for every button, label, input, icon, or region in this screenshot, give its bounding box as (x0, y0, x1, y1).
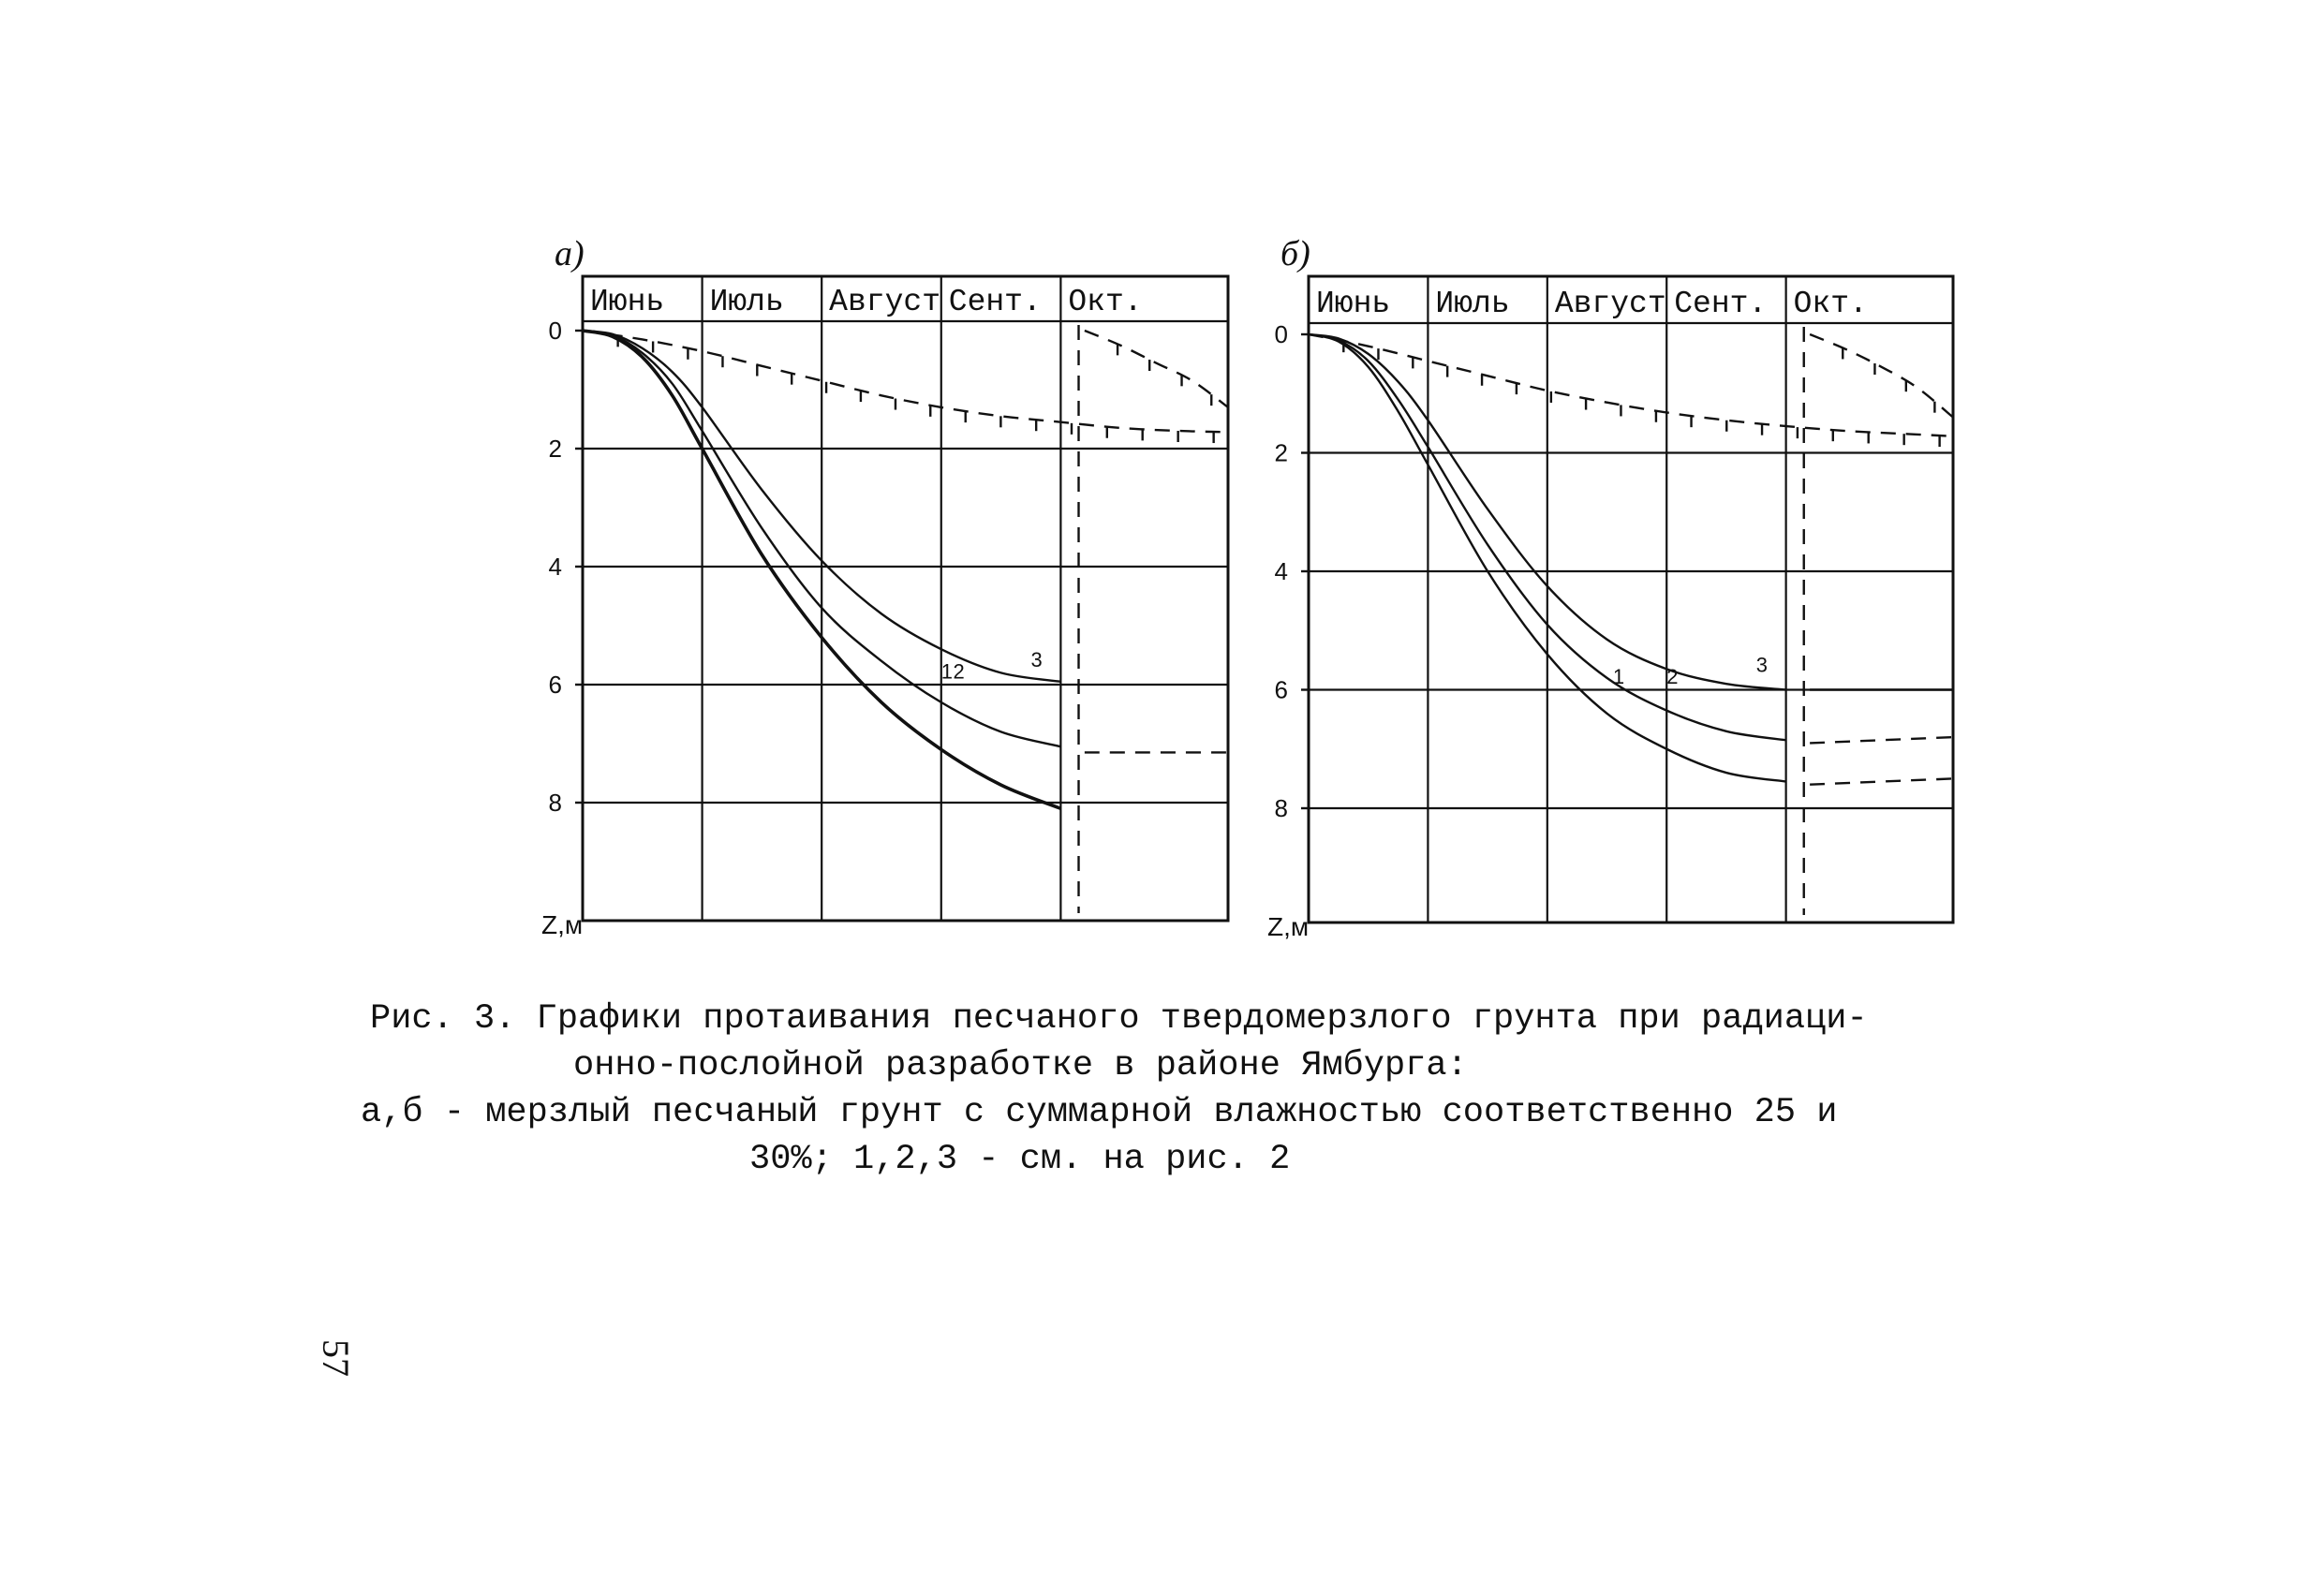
caption-line-1: Рис. 3. Графики протаивания песчаного твердомерзлого грунта при радиаци- (370, 999, 1868, 1039)
curve-number-label: 2 (1666, 665, 1679, 689)
series-line-4 (1085, 331, 1228, 407)
series-line-5 (1810, 737, 1953, 743)
series-line-3 (583, 331, 1228, 432)
month-label: Сент. (1674, 287, 1768, 321)
panel-label: б) (1280, 234, 1310, 273)
y-tick-label: 0 (548, 317, 562, 345)
chart-panel-b (1267, 234, 1953, 941)
y-axis-unit-label: Z,м (541, 910, 584, 939)
curve-number-label: 3 (1030, 648, 1043, 672)
plot-frame (1309, 276, 1953, 922)
curve-number-label: 1 (1612, 665, 1625, 689)
y-tick-label: 8 (1274, 794, 1288, 822)
month-label: Июль (1435, 287, 1510, 321)
month-label: Окт. (1793, 287, 1868, 321)
y-tick-label: 2 (1274, 438, 1288, 467)
y-tick-label: 0 (1274, 320, 1288, 348)
month-label: Июнь (590, 285, 665, 319)
y-tick-label: 4 (548, 553, 562, 581)
series-line-3 (1309, 334, 1953, 436)
y-tick-label: 6 (1274, 675, 1288, 704)
chart-panel-a (541, 234, 1228, 939)
y-axis-unit-label: Z,м (1267, 912, 1310, 941)
curve-number-label: 1 (940, 659, 954, 684)
month-label: Август (829, 285, 941, 319)
caption-line-2: онно-послойной разработке в районе Ямбурга: (573, 1046, 1468, 1085)
series-line-6 (1810, 778, 1953, 784)
month-label: Июнь (1316, 287, 1391, 321)
curve-number-label: 2 (953, 659, 965, 684)
caption-line-3: а,б - мерзлый песчаный грунт с суммарной влажностью соответственно 25 и (361, 1093, 1838, 1132)
month-label: Сент. (948, 285, 1042, 319)
month-label: Июль (709, 285, 784, 319)
y-tick-label: 2 (548, 435, 562, 463)
y-tick-label: 6 (548, 671, 562, 699)
panel-label: а) (555, 234, 585, 273)
y-tick-label: 8 (548, 789, 562, 817)
page-number: 57 (315, 1339, 357, 1377)
month-label: Август (1554, 287, 1666, 321)
month-label: Окт. (1068, 285, 1143, 319)
series-line-4 (1810, 334, 1953, 418)
plot-frame (583, 276, 1228, 921)
y-tick-label: 4 (1274, 557, 1288, 585)
caption-line-4: 30%; 1,2,3 - см. на рис. 2 (749, 1140, 1291, 1179)
curve-number-label: 3 (1755, 653, 1769, 677)
